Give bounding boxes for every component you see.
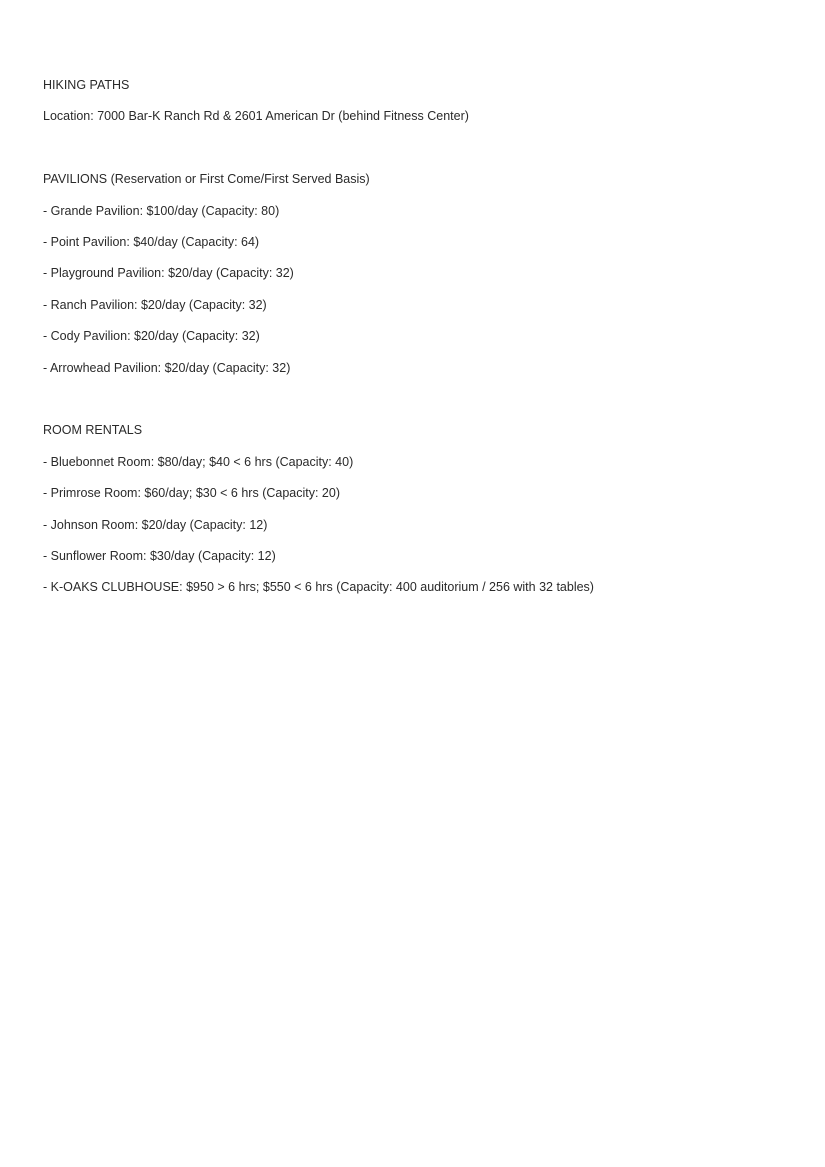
section-hiking-paths — [43, 70, 785, 133]
room-item-johnson: - Johnson Room: $20/day (Capacity: 12) — [43, 517, 268, 532]
room-rentals-heading: ROOM RENTALS — [43, 423, 143, 438]
pavilion-item-arrowhead: - Arrowhead Pavilion: $20/day (Capacity: 32) — [43, 360, 291, 375]
pavilion-item-grande: - Grande Pavilion: $100/day (Capacity: 80) — [43, 203, 280, 218]
room-item-sunflower: - Sunflower Room: $30/day (Capacity: 12) — [43, 549, 276, 564]
room-item-primrose: - Primrose Room: $60/day; $30 < 6 hrs (Capacity: 20) — [43, 486, 341, 501]
room-item-bluebonnet: - Bluebonnet Room: $80/day; $40 < 6 hrs (Capacity: 40) — [43, 454, 354, 469]
pavilion-item-cody: - Cody Pavilion: $20/day (Capacity: 32) — [43, 329, 260, 344]
pavilion-item-point: - Point Pavilion: $40/day (Capacity: 64) — [43, 235, 260, 250]
section-room-rentals — [43, 415, 785, 603]
pavilions-heading: PAVILIONS (Reservation or First Come/First Served Basis) — [43, 172, 370, 187]
hiking-paths-location-line: Location: 7000 Bar-K Ranch Rd & 2601 American Dr (behind Fitness Center) — [43, 109, 469, 124]
section-pavilions — [43, 164, 785, 384]
pavilion-item-playground: - Playground Pavilion: $20/day (Capacity: 32) — [43, 266, 294, 281]
room-item-koaks-clubhouse: - K-OAKS CLUBHOUSE: $950 > 6 hrs; $550 < 6 hrs (Capacity: 400 auditorium / 256 with 32 tables) — [43, 580, 594, 595]
hiking-paths-heading: HIKING PATHS — [43, 78, 130, 92]
pavilion-item-ranch: - Ranch Pavilion: $20/day (Capacity: 32) — [43, 297, 267, 312]
